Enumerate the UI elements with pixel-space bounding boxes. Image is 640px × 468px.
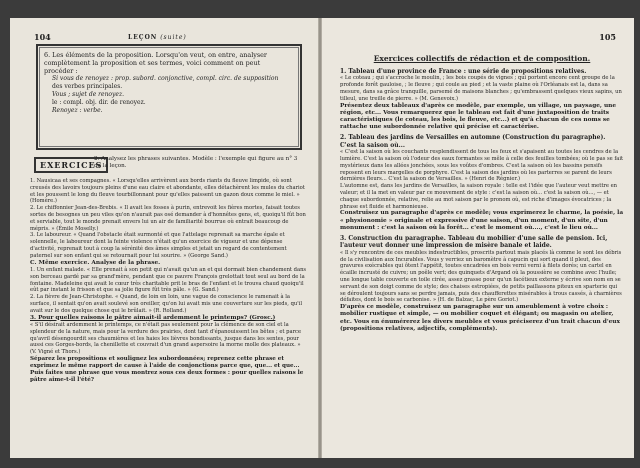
box-line-5: des verbes principales. <box>52 83 123 90</box>
right-main-title: Exercices collectifs de rédaction et de composition. <box>373 54 591 63</box>
exercise-item-3: 3. Le laboureur. « Quand l'obstacle était surmonté et que l'attelage reprenait sa marche égale et solennelle, le laboureur dont la feinte violence n'était qu'un exercice de vigueur et une dépense d'activité, reprenait tout à coup la sérénité des âmes simples et jetait un regard de contentement paternel sur son enfant qui se retournait pour lui sourire. » (George Sand.) <box>30 232 287 259</box>
sec3-task: D'après ce modèle, construisez un paragraphe sur un ameublement à votre choix : mobilier rustique et simple, — ou mobilier coquet et élégant; ou magasin ou atelier, etc. Vous en énumérerez les divers meubles et vous préciserez d'un trait chacun d'eux (propositions relatives, adjectifs, compléments). <box>340 304 620 332</box>
exercise-instruction: Séparez les propositions et soulignez les subordonnées; reprenez cette phrase et exprimez le même rapport de cause à l'aide de conjonctions parce que, que... et que... Puis faites une phrase que vous montrez sous ces deux formes : pour quelles raisons le pâtre aime-t-il l'été? <box>30 355 304 383</box>
sec2-quote-2: L'automne est, dans les jardins de Versailles, la saison royale : telle est l'idée que l'auteur veut mettre en valeur; et il la met en valeur par ce mouvement de style : c'est la saison où... c'est la saison où..., — et chaque subordonnée, relative, relie au mot saison par le pronom où, est riche d'images évocatrices ; la phrase est fluide et harmonieuse. <box>340 183 618 210</box>
box-line-2: complètement la proposition et ses termes, voici comment on peut <box>44 59 261 67</box>
exercise-c-quote: « S'il désirait ardemment le printemps, ce n'était pas seulement pour la clémence de son ciel et la splendeur de la nature, mais pour la verdure des prairies, dont tant d'épanouissent les bêtes ; et parce qu'avril désengourdit ses chaumières et les haies les lièvres bondissants, jusque dans les sentes, pour aussi ces Gorges-bords, la chenillette et couvrait d'un grand aspersoire la morne molle des plateaux. » (V. Vigné et Thors.) <box>30 321 302 356</box>
box-line-3: procéder : <box>44 67 78 75</box>
exercise-item-1: 1. Nausicaa et ses compagnes. « Lorsqu'elles arrivèrent aux bords riants du fleuve limpide, où sont creusés des lavoirs toujours pleins d'une eau claire et abondante, elles détachèrent les mules du chariot et les poussent le long du fleuve tourbillonnant pour qu'elles paissent un gazon doux comme le miel. » (Homère.) <box>30 178 305 205</box>
exercise-c-item-1: 1. Un enfant malade. « Elle prenait à son petit qui n'avait qu'un an et qui dormait bien chandement dans son berceau gardé par sa grand'mère, pendant que ce pauvre François grelottait tout seul au bord de la fontaine. Madeleine qui avait le cœur très charitable prit le bras de l'enfant et le trouva chaud quoiqu'il eût par instant le frisson et que sa jolie figure fût très pâle. » (G. Sand.) <box>30 266 307 294</box>
sec2-quote-1: « C'est la saison où les couchants resplendissent de tous les feux et s'apaisent au toutes les cendres de la lumière. C'est la saison où l'odeur des eaux formantes se mêle à celle des feuilles tombées; où le pas se fait mystérieux dans les allées jonchées, sous les voûtes d'ombres. C'est la saison où les bassins pensifs reposent en leurs margelles de porphyre. C'est la saison des jardins où les parterres se parent de leurs dernières fleurs... C'est la saison de Versailles. » (Henri de Régnier.) <box>340 149 624 183</box>
exercise-text <box>30 178 308 384</box>
lesson-box <box>36 44 302 150</box>
box-line-6: Vous ; sujet de renoyez. <box>52 91 125 98</box>
box-line-1: 6. Les éléments de la proposition. Lorsqu'on veut, on entre, analyser <box>44 51 267 59</box>
right-page <box>322 18 634 458</box>
exercise-c-title: C. Même exercice. Analyse de la phrase. <box>30 259 161 266</box>
box-line-4: Si vous de renoyez : prop. subord. conjonctive, compl. circ. de supposition <box>52 75 279 82</box>
sec3-quote: « Il s'y rencontre de ces meubles indestructibles, proscrits partout mais placés là comme le sont les débris de la civilisation aux Incurables. Vous y verriez un baromètre à capucin qui sort quand il pleut, des gravures exécrables qui ôtent l'appétit, toutes encadrées en bois verni verni à filets dorés; un cartel en écaille incrusté de cuivre; un poêle vert; des quinquets d'Argand où la poussière se combine avec l'huile; une longue table couverte en toile cirée, assez grasse pour qu'un facétieux externe y écrive son nom en se servant de son doigt comme de style; des chaises estropiées, de petits paillassons piteux en sparterie qui se déroulent toujours sans se perdre jamais, puis des chaufferettes misérables à trous cassés, à charnières défaites, dont le bois se carbonise. » (H. de Balzac, Le père Goriot.) <box>340 249 622 304</box>
right-page-number: 105 <box>599 32 616 42</box>
exercise-c-item-2: 2. La fièvre de Jean-Christophe. « Quand, de loin en loin, une vague de conscience le ramenait à la surface, il sentait qu'on avait soulevé son oreiller, qu'on lui avait mis une couverture sur les pieds, qu'il avait sur le dos quelque chose qui le brûlait. » (R. Rolland.) <box>30 294 302 314</box>
running-head-suffix: (suite) <box>160 34 187 41</box>
exercises-title: 2. Analysez les phrases suivantes. Modèle : l'exemple qui figure au n° 3 de la leçon. <box>94 156 298 169</box>
exercise-item-2: 2. Le chiffonnier Jean-des-Brebis. « Il avait les fosses à purin, entrevoit les fières mortes, faisait toutes sortes de besognes un peu viles qu'on n'aurait pas osé demander à d'honnêtes gens, et, quoiqu'il fût bon et serviable, tout le monde prenait envers lui un air de familiarité bourrue où entrait beaucoup de mépris. » (Émile Moselly.) <box>30 205 306 232</box>
sec1-task: Présentez deux tableaux d'après ce modèle, par exemple, un village, un paysage, une région, etc... Vous remarquerez que le tableau est fait d'une juxtaposition de traits caractéristiques (le coteau, les bois, le fleuve, etc...) et qu'à chacun de ces noms se rattache une subordonnée relative qui précise et caractérise. <box>340 102 617 131</box>
sec1-title: 1. Tableau d'une province de France : une série de propositions relatives. <box>340 68 587 75</box>
sec3-title: 3. Construction du paragraphe. Tableau du mobilier d'une salle de pension. Ici, l'auteur veut donner une impression de misère banale et laide. <box>340 235 608 250</box>
running-head <box>128 34 187 41</box>
running-head-title: LEÇON <box>128 34 158 41</box>
left-page <box>10 18 318 458</box>
box-line-7: le : compl. obj. dir. de renoyez. <box>52 99 146 106</box>
exercises-label: EXERCICES <box>34 157 108 173</box>
sec1-quote: « Le coteau ; qui s'accroche le moulin, ; les bois coupés de vignes ; qui portent encore cent groupe de la profonde forêt gauloise, ; le fleuve ; qui coule au pied ; et la vaste plaine où l'Orléanais est la, dans sa mesure, dans sa grâce tranquille, parsemé de maisons blanches ; qu'embrassent quelques vieux sapins, un tilleul, une treille de pierre. » (M. Genevoix.) <box>340 75 622 102</box>
sec2-title: 2. Tableau des jardins de Versailles en automne (Construction du paragraphe). C'est la saison où... <box>340 134 606 149</box>
sec2-task: Construisez un paragraphe d'après ce modèle; vous exprimerez le charme, la poésie, la « physionomie » originale et expressive d'une saison, d'un moment, d'un site, d'un monument : c'est la saison où la forêt... c'est le moment où...., c'est le lieu où... <box>340 210 624 231</box>
exercise-c-item-3: 3. Pour quelles raisons le pâtre aimait-il ardemment le printemps? (Grosc.) <box>30 314 276 321</box>
right-content <box>340 54 624 333</box>
left-page-number: 104 <box>34 32 51 42</box>
box-line-8: Renoyez : verbe. <box>52 107 103 114</box>
